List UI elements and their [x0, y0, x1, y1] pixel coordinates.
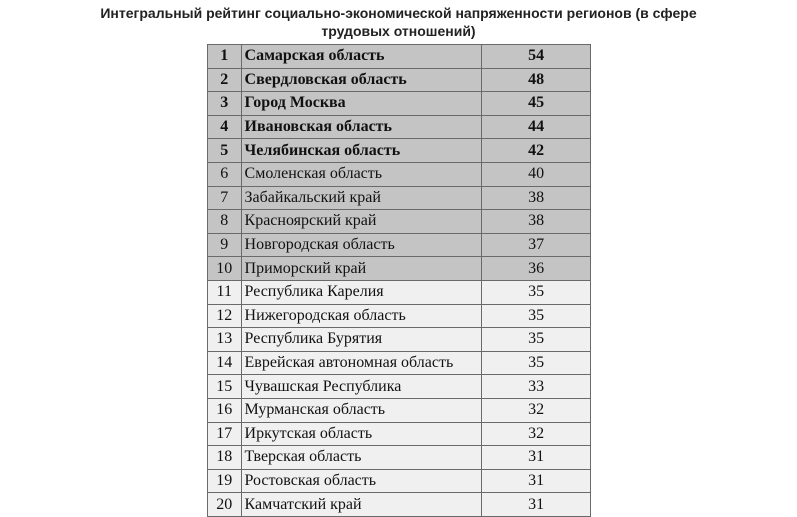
title-line-1: Интегральный рейтинг социально-экономической напряженности регионов (в сфере — [100, 5, 697, 21]
table-row — [208, 280, 591, 304]
table-row — [208, 68, 591, 92]
score-cell: 44 — [482, 115, 591, 139]
score-cell: 42 — [482, 139, 591, 163]
rank-cell: 15 — [208, 375, 242, 399]
table-row — [208, 45, 591, 69]
table-row — [208, 139, 591, 163]
table-row — [208, 469, 591, 493]
score-cell: 40 — [482, 162, 591, 186]
region-cell: Чувашская Республика — [241, 375, 482, 399]
rank-cell: 4 — [208, 115, 242, 139]
score-cell: 35 — [482, 351, 591, 375]
score-cell: 45 — [482, 92, 591, 116]
region-cell: Свердловская область — [241, 68, 482, 92]
rating-table-body — [208, 45, 591, 517]
table-row — [208, 304, 591, 328]
table-row — [208, 210, 591, 234]
region-cell: Челябинская область — [241, 139, 482, 163]
rank-cell: 7 — [208, 186, 242, 210]
region-cell: Забайкальский край — [241, 186, 482, 210]
region-cell: Ростовская область — [241, 469, 482, 493]
score-cell: 35 — [482, 328, 591, 352]
rank-cell: 8 — [208, 210, 242, 234]
score-cell: 54 — [482, 45, 591, 69]
score-cell: 31 — [482, 493, 591, 517]
table-row — [208, 493, 591, 517]
rank-cell: 1 — [208, 45, 242, 69]
score-cell: 38 — [482, 186, 591, 210]
table-row — [208, 375, 591, 399]
score-cell: 35 — [482, 280, 591, 304]
region-cell: Город Москва — [241, 92, 482, 116]
rank-cell: 3 — [208, 92, 242, 116]
table-row — [208, 398, 591, 422]
score-cell: 33 — [482, 375, 591, 399]
rank-cell: 2 — [208, 68, 242, 92]
rank-cell: 20 — [208, 493, 242, 517]
rank-cell: 10 — [208, 257, 242, 281]
table-row — [208, 186, 591, 210]
rank-cell: 13 — [208, 328, 242, 352]
rating-table — [207, 44, 591, 517]
region-cell: Новгородская область — [241, 233, 482, 257]
region-cell: Мурманская область — [241, 398, 482, 422]
title-line-2: трудовых отношений) — [321, 23, 476, 39]
table-row — [208, 446, 591, 470]
rank-cell: 14 — [208, 351, 242, 375]
table-row — [208, 162, 591, 186]
rank-cell: 11 — [208, 280, 242, 304]
region-cell: Республика Бурятия — [241, 328, 482, 352]
page-title — [0, 4, 797, 40]
rank-cell: 6 — [208, 162, 242, 186]
rank-cell: 17 — [208, 422, 242, 446]
region-cell: Смоленская область — [241, 162, 482, 186]
score-cell: 32 — [482, 398, 591, 422]
region-cell: Красноярский край — [241, 210, 482, 234]
score-cell: 31 — [482, 446, 591, 470]
table-row — [208, 422, 591, 446]
score-cell: 36 — [482, 257, 591, 281]
rank-cell: 19 — [208, 469, 242, 493]
region-cell: Камчатский край — [241, 493, 482, 517]
region-cell: Ивановская область — [241, 115, 482, 139]
rank-cell: 9 — [208, 233, 242, 257]
score-cell: 35 — [482, 304, 591, 328]
region-cell: Приморский край — [241, 257, 482, 281]
table-row — [208, 115, 591, 139]
table-row — [208, 328, 591, 352]
table-row — [208, 257, 591, 281]
rank-cell: 12 — [208, 304, 242, 328]
score-cell: 38 — [482, 210, 591, 234]
table-row — [208, 351, 591, 375]
rank-cell: 5 — [208, 139, 242, 163]
region-cell: Иркутская область — [241, 422, 482, 446]
score-cell: 48 — [482, 68, 591, 92]
region-cell: Еврейская автономная область — [241, 351, 482, 375]
score-cell: 37 — [482, 233, 591, 257]
score-cell: 31 — [482, 469, 591, 493]
score-cell: 32 — [482, 422, 591, 446]
region-cell: Самарская область — [241, 45, 482, 69]
rank-cell: 16 — [208, 398, 242, 422]
rank-cell: 18 — [208, 446, 242, 470]
region-cell: Республика Карелия — [241, 280, 482, 304]
region-cell: Нижегородская область — [241, 304, 482, 328]
region-cell: Тверская область — [241, 446, 482, 470]
table-row — [208, 233, 591, 257]
table-row — [208, 92, 591, 116]
